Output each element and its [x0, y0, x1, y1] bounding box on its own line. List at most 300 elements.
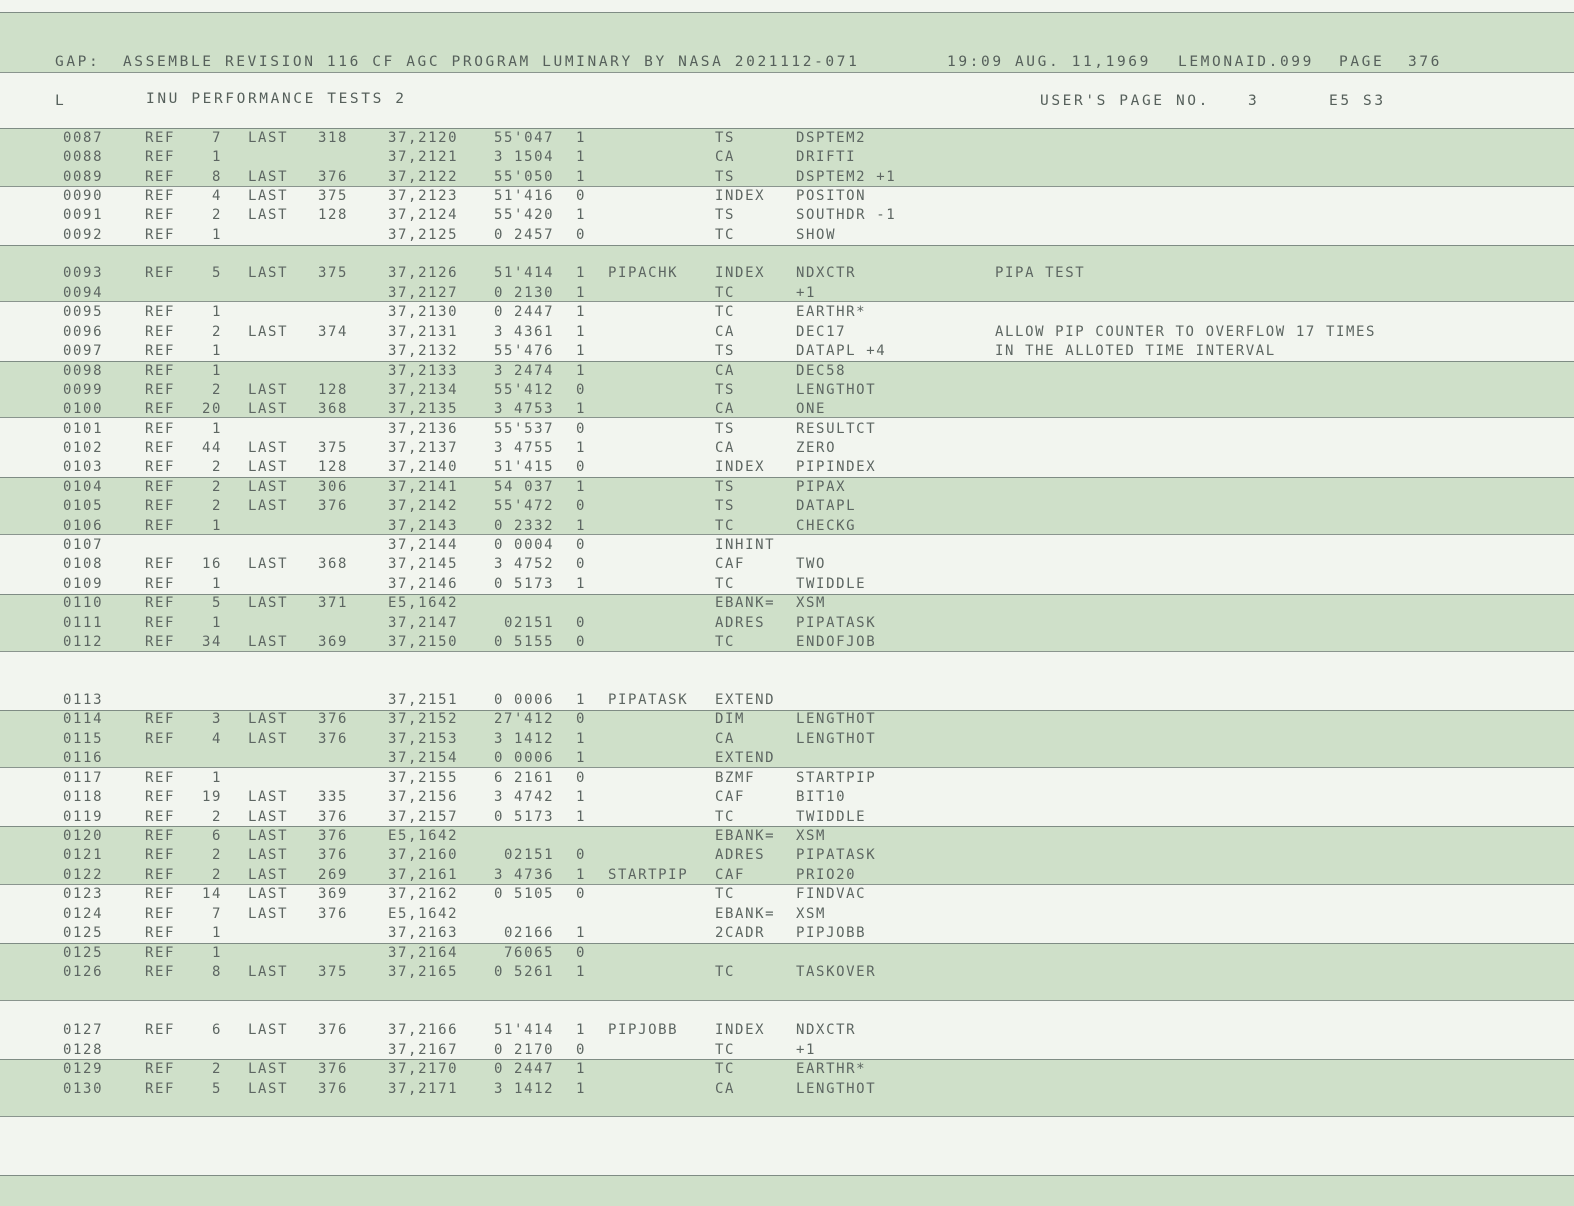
line-number: 0089: [63, 169, 104, 185]
ref-keyword: REF: [145, 421, 176, 437]
last-page: 376: [318, 1081, 349, 1097]
address: 37,2160: [388, 847, 459, 863]
last-keyword: LAST: [248, 401, 289, 417]
line-number: 0110: [63, 595, 104, 611]
ref-count: 2: [211, 459, 222, 475]
opcode: DIM: [715, 711, 746, 727]
line-number: 0119: [63, 809, 104, 825]
ref-count: 8: [211, 964, 222, 980]
opcode: TC: [715, 304, 736, 320]
listing-row: [0, 458, 1574, 477]
last-keyword: LAST: [248, 789, 289, 805]
band-rule: [0, 1116, 1574, 1117]
parity-flag: 1: [576, 576, 587, 592]
listing-row: [0, 633, 1574, 652]
ref-count: 1: [211, 227, 222, 243]
address: 37,2124: [388, 207, 459, 223]
parity-flag: 1: [576, 304, 587, 320]
ref-keyword: REF: [145, 304, 176, 320]
octal-word: 0 5155: [494, 634, 555, 650]
octal-word: 3 4753: [494, 401, 555, 417]
parity-flag: 0: [576, 498, 587, 514]
last-page: 269: [318, 867, 349, 883]
octal-word: 51'414: [494, 265, 555, 281]
line-number: 0121: [63, 847, 104, 863]
operand: SOUTHDR -1: [796, 207, 897, 223]
last-keyword: LAST: [248, 207, 289, 223]
ref-keyword: REF: [145, 615, 176, 631]
line-number: 0129: [63, 1061, 104, 1077]
ref-count: 19: [201, 789, 222, 805]
line-number: 0108: [63, 556, 104, 572]
address: 37,2162: [388, 886, 459, 902]
ref-keyword: REF: [145, 343, 176, 359]
last-page: 128: [318, 207, 349, 223]
address: 37,2164: [388, 945, 459, 961]
line-number: 0120: [63, 828, 104, 844]
line-number: 0112: [63, 634, 104, 650]
address: 37,2132: [388, 343, 459, 359]
octal-word: 3 1504: [494, 149, 555, 165]
last-page: 375: [318, 440, 349, 456]
last-page: 376: [318, 828, 349, 844]
last-keyword: LAST: [248, 867, 289, 883]
ref-count: 1: [211, 343, 222, 359]
ref-count: 1: [211, 518, 222, 534]
listing-row: [0, 226, 1574, 245]
listing-row: [0, 1021, 1574, 1040]
line-number: 0088: [63, 149, 104, 165]
parity-flag: 0: [576, 188, 587, 204]
ref-keyword: REF: [145, 363, 176, 379]
last-keyword: LAST: [248, 188, 289, 204]
opcode: TC: [715, 576, 736, 592]
octal-word: 3 4755: [494, 440, 555, 456]
section-title: INU PERFORMANCE TESTS 2: [146, 91, 407, 107]
last-page: 376: [318, 169, 349, 185]
parity-flag: 0: [576, 227, 587, 243]
parity-flag: 1: [576, 130, 587, 146]
line-number: 0125: [63, 925, 104, 941]
address: 37,2150: [388, 634, 459, 650]
address: 37,2143: [388, 518, 459, 534]
ref-count: 14: [201, 886, 222, 902]
ref-keyword: REF: [145, 634, 176, 650]
operand: DEC58: [796, 363, 847, 379]
opcode: TC: [715, 809, 736, 825]
ref-count: 16: [201, 556, 222, 572]
operand: LENGTHOT: [796, 731, 877, 747]
parity-flag: 1: [576, 750, 587, 766]
ref-keyword: REF: [145, 265, 176, 281]
opcode: BZMF: [715, 770, 756, 786]
comment: PIPA TEST: [995, 265, 1086, 281]
page-number: 376: [1408, 54, 1442, 70]
opcode: TS: [715, 498, 736, 514]
symbol-label: STARTPIP: [608, 867, 689, 883]
ref-count: 7: [211, 906, 222, 922]
address: 37,2136: [388, 421, 459, 437]
opcode: TC: [715, 1042, 736, 1058]
listing-row: [0, 420, 1574, 439]
opcode: TC: [715, 886, 736, 902]
listing-row: [0, 691, 1574, 710]
line-number: 0091: [63, 207, 104, 223]
parity-flag: 1: [576, 343, 587, 359]
line-number: 0105: [63, 498, 104, 514]
octal-word: 55'420: [494, 207, 555, 223]
last-page: 318: [318, 130, 349, 146]
parity-flag: 0: [576, 945, 587, 961]
ref-count: 1: [211, 615, 222, 631]
operand: DATAPL: [796, 498, 857, 514]
line-number: 0095: [63, 304, 104, 320]
parity-flag: 1: [576, 964, 587, 980]
listing-row: [0, 594, 1574, 613]
octal-word: 0 0006: [494, 750, 555, 766]
operand: PIPJOBB: [796, 925, 867, 941]
listing-row: [0, 885, 1574, 904]
address: 37,2127: [388, 285, 459, 301]
operand: DSPTEM2 +1: [796, 169, 897, 185]
listing-row: [0, 1041, 1574, 1060]
ref-count: 2: [211, 867, 222, 883]
parity-flag: 1: [576, 363, 587, 379]
listing-row: [0, 342, 1574, 361]
ref-count: 1: [211, 576, 222, 592]
opcode: EXTEND: [715, 692, 776, 708]
last-keyword: LAST: [248, 1022, 289, 1038]
line-number: 0115: [63, 731, 104, 747]
opcode: EXTEND: [715, 750, 776, 766]
address: 37,2122: [388, 169, 459, 185]
address: 37,2152: [388, 711, 459, 727]
parity-flag: 1: [576, 440, 587, 456]
address: 37,2157: [388, 809, 459, 825]
opcode: ADRES: [715, 847, 766, 863]
line-number: 0090: [63, 188, 104, 204]
ref-count: 5: [211, 595, 222, 611]
ref-keyword: REF: [145, 867, 176, 883]
band-rule: [0, 1000, 1574, 1001]
address: 37,2151: [388, 692, 459, 708]
octal-word: 3 4752: [494, 556, 555, 572]
symbol-label: PIPACHK: [608, 265, 679, 281]
parity-flag: 0: [576, 1042, 587, 1058]
listing-row: [0, 730, 1574, 749]
opcode: INDEX: [715, 188, 766, 204]
ref-keyword: REF: [145, 576, 176, 592]
bank-label: E5 S3: [1329, 93, 1386, 109]
last-keyword: LAST: [248, 459, 289, 475]
opcode: TC: [715, 285, 736, 301]
operand: LENGTHOT: [796, 382, 877, 398]
line-number: 0093: [63, 265, 104, 281]
ref-count: 4: [211, 188, 222, 204]
line-number: 0118: [63, 789, 104, 805]
listing-row: [0, 206, 1574, 225]
listing-row: [0, 905, 1574, 924]
last-page: 376: [318, 1061, 349, 1077]
parity-flag: 0: [576, 556, 587, 572]
opcode: TC: [715, 518, 736, 534]
address: 37,2130: [388, 304, 459, 320]
last-keyword: LAST: [248, 828, 289, 844]
last-keyword: LAST: [248, 169, 289, 185]
parity-flag: 0: [576, 886, 587, 902]
ref-count: 2: [211, 324, 222, 340]
address: 37,2137: [388, 440, 459, 456]
last-keyword: LAST: [248, 711, 289, 727]
operand: TWIDDLE: [796, 809, 867, 825]
line-number: 0106: [63, 518, 104, 534]
ref-keyword: REF: [145, 770, 176, 786]
octal-word: 0 0004: [494, 537, 555, 553]
address: 37,2155: [388, 770, 459, 786]
octal-word: 3 4742: [494, 789, 555, 805]
line-number: 0094: [63, 285, 104, 301]
line-number: 0100: [63, 401, 104, 417]
parity-flag: 1: [576, 867, 587, 883]
line-number: 0102: [63, 440, 104, 456]
opcode: CA: [715, 149, 736, 165]
parity-flag: 1: [576, 169, 587, 185]
listing-row: [0, 749, 1574, 768]
operand: FINDVAC: [796, 886, 867, 902]
ref-count: 4: [211, 731, 222, 747]
last-page: 374: [318, 324, 349, 340]
symbol-label: PIPJOBB: [608, 1022, 679, 1038]
line-number: 0087: [63, 130, 104, 146]
parity-flag: 1: [576, 1022, 587, 1038]
address: 37,2126: [388, 265, 459, 281]
operand: EARTHR*: [796, 304, 867, 320]
address: 37,2144: [388, 537, 459, 553]
listing-row: [0, 963, 1574, 982]
users-page-label: USER'S PAGE NO.: [1040, 93, 1210, 109]
line-number: 0111: [63, 615, 104, 631]
last-keyword: LAST: [248, 498, 289, 514]
ref-count: 1: [211, 925, 222, 941]
operand: NDXCTR: [796, 265, 857, 281]
address: 37,2145: [388, 556, 459, 572]
operand: PIPAX: [796, 479, 847, 495]
opcode: INHINT: [715, 537, 776, 553]
ref-count: 1: [211, 363, 222, 379]
last-page: 368: [318, 401, 349, 417]
ref-keyword: REF: [145, 886, 176, 902]
line-number: 0104: [63, 479, 104, 495]
line-number: 0103: [63, 459, 104, 475]
line-number: 0101: [63, 421, 104, 437]
parity-flag: 0: [576, 847, 587, 863]
operand: XSM: [796, 828, 827, 844]
operand: ONE: [796, 401, 827, 417]
parity-flag: 0: [576, 459, 587, 475]
opcode: CAF: [715, 789, 746, 805]
last-page: 376: [318, 809, 349, 825]
opcode: TS: [715, 382, 736, 398]
parity-flag: 1: [576, 1061, 587, 1077]
ref-keyword: REF: [145, 1022, 176, 1038]
last-keyword: LAST: [248, 1061, 289, 1077]
address: 37,2135: [388, 401, 459, 417]
ref-keyword: REF: [145, 149, 176, 165]
last-keyword: LAST: [248, 130, 289, 146]
address: 37,2146: [388, 576, 459, 592]
last-page: 371: [318, 595, 349, 611]
listing-row: [0, 129, 1574, 148]
octal-word: 0 2447: [494, 304, 555, 320]
assembly-timestamp: 19:09 AUG. 11,1969: [947, 54, 1151, 70]
last-page: 128: [318, 459, 349, 475]
ref-count: 3: [211, 711, 222, 727]
address: 37,2141: [388, 479, 459, 495]
listing-row: [0, 846, 1574, 865]
listing-row: [0, 323, 1574, 342]
operand: LENGTHOT: [796, 1081, 877, 1097]
octal-word: 51'416: [494, 188, 555, 204]
page-label: PAGE: [1339, 54, 1385, 70]
last-page: 376: [318, 731, 349, 747]
last-page: 128: [318, 382, 349, 398]
ref-count: 2: [211, 479, 222, 495]
operand: CHECKG: [796, 518, 857, 534]
octal-word: 0 2332: [494, 518, 555, 534]
parity-flag: 1: [576, 789, 587, 805]
ref-keyword: REF: [145, 207, 176, 223]
parity-flag: 1: [576, 265, 587, 281]
last-page: 369: [318, 886, 349, 902]
parity-flag: 1: [576, 731, 587, 747]
octal-word: 27'412: [494, 711, 555, 727]
last-keyword: LAST: [248, 382, 289, 398]
address: 37,2131: [388, 324, 459, 340]
octal-word: 3 4361: [494, 324, 555, 340]
operand: TWIDDLE: [796, 576, 867, 592]
octal-word: 55'050: [494, 169, 555, 185]
listing-row: [0, 827, 1574, 846]
opcode: ADRES: [715, 615, 766, 631]
octal-word: 3 1412: [494, 1081, 555, 1097]
listing-row: [0, 497, 1574, 516]
address: 37,2140: [388, 459, 459, 475]
parity-flag: 1: [576, 149, 587, 165]
ref-count: 1: [211, 945, 222, 961]
octal-word: 0 2130: [494, 285, 555, 301]
ref-count: 7: [211, 130, 222, 146]
ref-count: 5: [211, 1081, 222, 1097]
listing-row: [0, 148, 1574, 167]
ref-count: 1: [211, 304, 222, 320]
ref-keyword: REF: [145, 459, 176, 475]
operand: +1: [796, 285, 817, 301]
opcode: INDEX: [715, 1022, 766, 1038]
listing-row: [0, 381, 1574, 400]
octal-word: 0 5173: [494, 809, 555, 825]
address: 37,2166: [388, 1022, 459, 1038]
octal-word: 02151: [494, 615, 555, 631]
ref-keyword: REF: [145, 1081, 176, 1097]
ref-count: 34: [201, 634, 222, 650]
line-number: 0099: [63, 382, 104, 398]
octal-word: 6 2161: [494, 770, 555, 786]
opcode: CA: [715, 401, 736, 417]
opcode: TS: [715, 421, 736, 437]
listing-row: [0, 303, 1574, 322]
line-number: 0130: [63, 1081, 104, 1097]
last-keyword: LAST: [248, 809, 289, 825]
operand: XSM: [796, 595, 827, 611]
listing-row: [0, 517, 1574, 536]
operand: PIPATASK: [796, 615, 877, 631]
users-page-number: 3: [1248, 93, 1260, 109]
listing-row: [0, 788, 1574, 807]
line-number: 0097: [63, 343, 104, 359]
ref-keyword: REF: [145, 227, 176, 243]
last-keyword: LAST: [248, 634, 289, 650]
line-number: 0117: [63, 770, 104, 786]
address: 37,2134: [388, 382, 459, 398]
octal-word: 02151: [494, 847, 555, 863]
ref-count: 8: [211, 169, 222, 185]
operand: DSPTEM2: [796, 130, 867, 146]
operand: LENGTHOT: [796, 711, 877, 727]
listing-row: [0, 1060, 1574, 1079]
ref-keyword: REF: [145, 401, 176, 417]
listing-row: [0, 924, 1574, 943]
opcode: 2CADR: [715, 925, 766, 941]
operand: DEC17: [796, 324, 847, 340]
opcode: CAF: [715, 556, 746, 572]
opcode: TC: [715, 227, 736, 243]
operand: TASKOVER: [796, 964, 877, 980]
last-page: 335: [318, 789, 349, 805]
line-number: 0126: [63, 964, 104, 980]
opcode: EBANK=: [715, 828, 776, 844]
green-band: [0, 1175, 1574, 1206]
opcode: CA: [715, 731, 736, 747]
address: 37,2165: [388, 964, 459, 980]
address: 37,2153: [388, 731, 459, 747]
last-page: 375: [318, 964, 349, 980]
ref-count: 2: [211, 847, 222, 863]
octal-word: 3 4736: [494, 867, 555, 883]
parity-flag: 0: [576, 382, 587, 398]
listing-row: [0, 769, 1574, 788]
parity-flag: 0: [576, 634, 587, 650]
address: 37,2133: [388, 363, 459, 379]
opcode: TS: [715, 479, 736, 495]
symbol-label: PIPATASK: [608, 692, 689, 708]
line-number: 0116: [63, 750, 104, 766]
last-keyword: LAST: [248, 886, 289, 902]
parity-flag: 0: [576, 615, 587, 631]
listing-row: [0, 264, 1574, 283]
octal-word: 0 5173: [494, 576, 555, 592]
octal-word: 55'047: [494, 130, 555, 146]
octal-word: 0 0006: [494, 692, 555, 708]
last-page: 369: [318, 634, 349, 650]
last-keyword: LAST: [248, 906, 289, 922]
parity-flag: 1: [576, 925, 587, 941]
opcode: CA: [715, 324, 736, 340]
ref-count: 2: [211, 382, 222, 398]
line-number: 0098: [63, 363, 104, 379]
listing-row: [0, 362, 1574, 381]
parity-flag: 1: [576, 401, 587, 417]
ref-keyword: REF: [145, 324, 176, 340]
